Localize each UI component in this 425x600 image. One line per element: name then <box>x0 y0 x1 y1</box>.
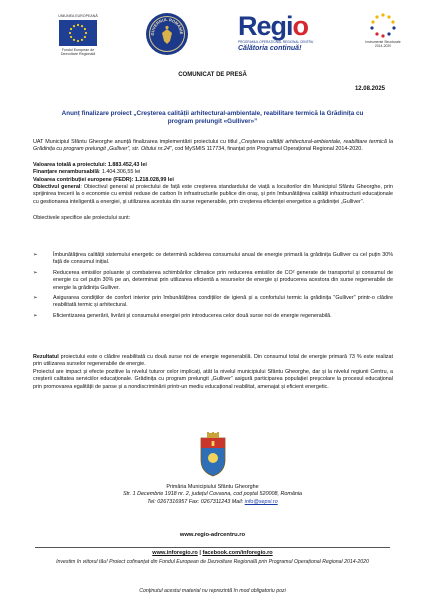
contact-block <box>0 484 425 506</box>
city-coat-of-arms-icon <box>193 432 233 478</box>
arrow-bullet-icon: ➢ <box>33 252 38 258</box>
press-release-date: 12.08.2025 <box>354 86 385 92</box>
list-item: ➢ Îmbunătățirea calității sistemului energetic ce determină scăderea consumului anual de energie primară la grădinița Gulliver cu cel puțin 30% față de consumul inițial. <box>33 252 393 266</box>
struct-caption-1: Instrumente Structurale <box>365 40 401 44</box>
intro-paragraph: UAT Municipiul Sfântu Gheorghe anunță finalizarea implementării proiectului cu titlul „Creșterea calității arhitectural-ambientale, reabilitare termică la Grădinița cu program prelungit „Gulliver”, str. Oltului nr.24”, cod MySMIS 117734, finanțat prin Programul Operațional Regional 2014-2020. <box>33 139 393 153</box>
inforegio-link[interactable]: www.inforegio.ro <box>152 550 198 556</box>
facebook-link[interactable]: facebook.com/inforegio.ro <box>202 550 273 556</box>
footer-disclaimer: Investim în viitorul tău! Proiect cofinanțat din Fondul European de Dezvoltare Regională prin Programul Operațional Regional 2014-2020 <box>56 559 369 565</box>
list-item: ➢ Eficientizarea generării, livrării și consumului energiei prin introducerea celor două surse noi de energie regenerabilă. <box>33 312 332 319</box>
result-paragraph: Rezultatul proiectului este o clădire reabilitată cu două surse noi de energie regenerabilă. Din consumul total de energie primară 73 % este realizat prin utilizarea surselor regenerabile de energie. <box>33 354 393 368</box>
project-values <box>33 162 393 184</box>
website-url[interactable]: www.regio-adrcentru.ro <box>179 532 246 538</box>
feder-line: Valoarea contribuției europene (FEDR): 1.218.028,99 lei <box>33 176 174 183</box>
footer-links: www.inforegio.ro | facebook.com/inforegio.ro <box>152 550 273 556</box>
total-value-line: Valoarea totală a proiectului: 1.883.452,43 lei <box>33 162 147 168</box>
struct-caption-2: 2014-2020 <box>374 44 392 48</box>
project-heading: Anunț finalizare proiect „Creșterea calității arhitectural-ambientale, reabilitare termică la Grădinița cu program prelungit «Gulliver»” <box>61 110 364 125</box>
general-objective: Obiectivul general: Obiectivul general al proiectului de față este creșterea standardului de viață a locuitorilor din Municipiul Sfântu Gheorghe, prin sprijinirea trecerii la o economie cu emisii reduse de carbon în infrastructurile publice din oraș, și prin îmbunătățirea calității infrastructurii educaționale cu gestionarea inteligentă a energiei, și utilizarea acestuia din surse regenerabile, prin creșterea eficienței energetice a grădiniței „Gulliver”. <box>33 184 393 205</box>
institution-name: Primăria Municipiului Sfântu Gheorghe <box>166 484 259 490</box>
regio-logo <box>238 13 334 53</box>
structural-instruments-logo <box>358 12 408 48</box>
specific-objectives-intro: Obiectivele specifice ale proiectului sunt: <box>33 215 131 221</box>
phone-fax-mail: Tel: 0267316957 Fax: 0267311243 Mail: info@sepsi.ro <box>147 498 278 505</box>
address: Str. 1 Decembrie 1918 nr. 2, județul Covasna, cod poștal 520008, România <box>122 491 303 498</box>
arrow-bullet-icon: ➢ <box>33 269 38 276</box>
eu-logo-bottom-text-2: Dezvoltare Regională <box>60 52 96 57</box>
government-seal-icon <box>146 13 188 55</box>
eu-logo-top-text: UNIUNEA EUROPEANĂ <box>58 14 98 18</box>
footer-note: Conținutul acestui material nu reprezintă în mod obligatoriu pozi <box>139 588 286 594</box>
gov-seal-text: GUVERNUL ROMÂNIE <box>149 16 185 36</box>
arrow-bullet-icon: ➢ <box>33 312 38 319</box>
regio-wordmark: Regio <box>238 11 309 41</box>
footer-divider <box>35 547 390 548</box>
regio-subtitle: PROGRAMUL OPERAȚIONAL REGIONAL CENTRU <box>238 40 314 44</box>
stars-icon <box>367 12 399 40</box>
objectives-list <box>33 252 393 323</box>
eu-logo <box>55 14 101 57</box>
eu-logo-bottom-text-1: Fondul European de <box>61 48 95 53</box>
list-item: ➢ Asigurarea condițiilor de confort interior prin îmbunătățirea condițiilor de igienă și a confortului termic la grădinița "Gulliver" printr-o clădire reabilitată termic și arhitectural. <box>33 295 393 309</box>
nonrefundable-line: Finanțare nerambursabilă: 1.404.306,55 lei <box>33 169 141 176</box>
list-item: ➢ Reducerea emisiilor poluante și combaterea schimbărilor climatice prin reducerea emisiilor de CO² generate de transportul și consumul de energie cu cel puțin 30% pe an, determinat prin utilizarea eficientă a resurselor de energie și producerea acestora din surse regenerabile de energie la grădinița Gulliver. <box>33 269 393 291</box>
impact-paragraph: Proiectul are impact și efecte pozitive la nivelul tuturor celor implicați, atât la nivelul municipiului Sfântu Gheorghe, dar și la nivelul regiunii Centru, a creșterii calitatea serviciilor educaționale. Grădinița cu program prelungit „Gulliver” asigură participarea populației preșcolare la procesul educațional prin promovarea egalității de șanse și a nondiscriminării printr-un mediu educațional reabilitat, amenajat și eficient energetic. <box>33 369 393 390</box>
regio-slogan: Călătoria continuă! <box>238 45 302 52</box>
arrow-bullet-icon: ➢ <box>33 295 38 302</box>
email-link[interactable]: info@sepsi.ro <box>244 498 278 505</box>
press-release-title: COMUNICAT DE PRESĂ <box>178 72 247 78</box>
eu-flag-icon <box>59 20 97 46</box>
